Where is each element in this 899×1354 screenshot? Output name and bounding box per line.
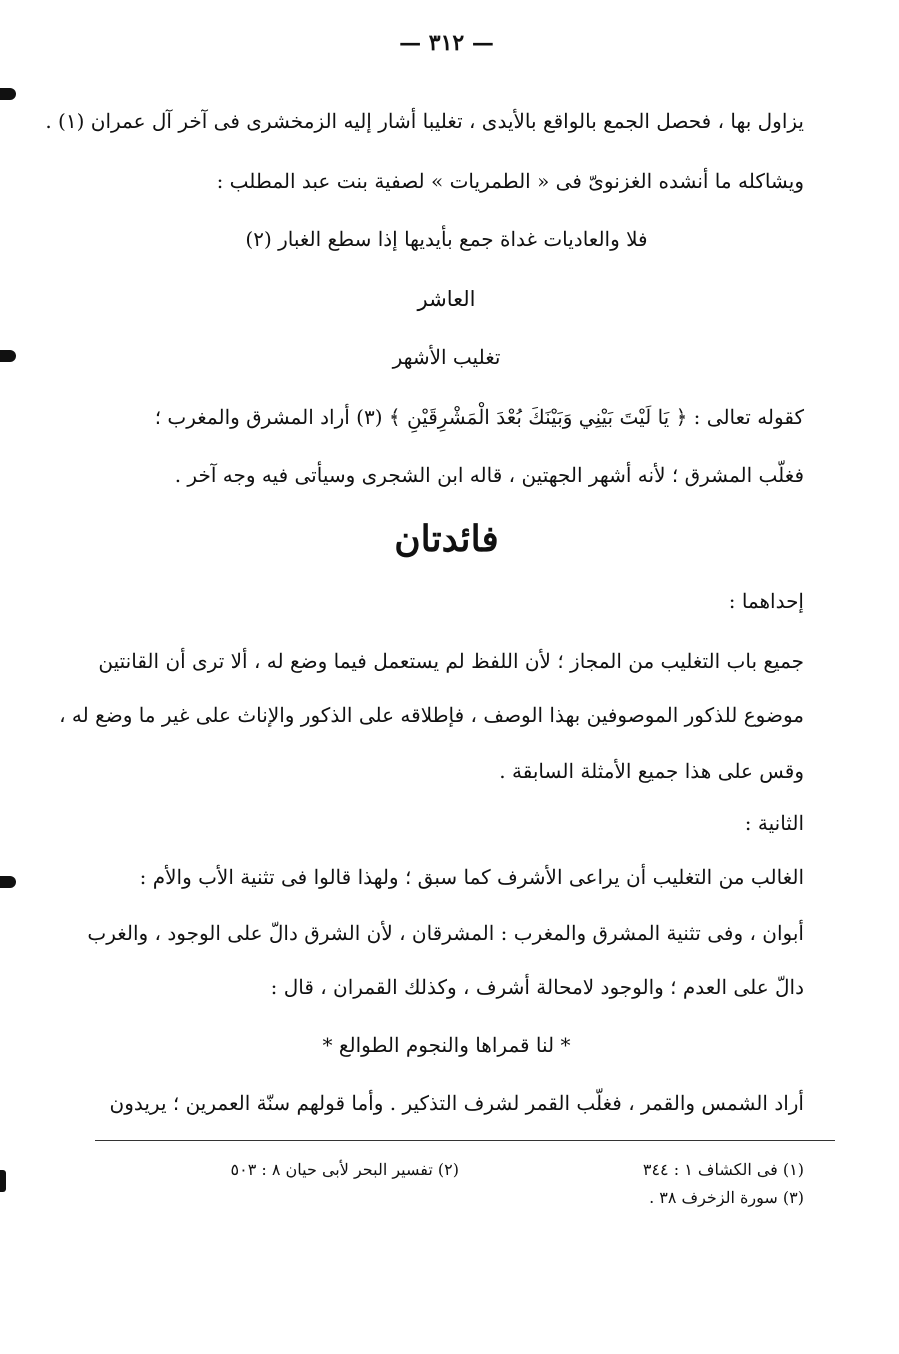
text-line: جميع باب التغليب من المجاز ؛ لأن اللفظ لم يستعمل فيما وضع له ، ألا ترى أن القانتين [98,649,804,673]
text-line: أراد الشمس والقمر ، فغلّب القمر لشرف التذكير . وأما قولهم سنّة العمرين ؛ يريدون [109,1091,804,1115]
scan-edge-mark [0,88,16,100]
verse-line: * لنا قمراها والنجوم الطوالع * [322,1033,571,1057]
section-heading: العاشر [417,287,476,311]
footnote: (١) فى الكشاف ١ : ٣٤٤ [642,1160,804,1179]
text-line: وقس على هذا جميع الأمثلة السابقة . [499,759,804,783]
scan-edge-mark [0,876,16,888]
footnote: (٣) سورة الزخرف ٣٨ . [649,1188,804,1207]
footnote-separator [95,1140,835,1141]
section-subheading: تغليب الأشهر [392,345,501,369]
page-number: — ٣١٢ — [399,30,494,56]
footnote: (٢) تفسير البحر لأبى حيان ٨ : ٥٠٣ [230,1160,459,1179]
chapter-title: فائدتان [394,518,499,560]
text-line: ويشاكله ما أنشده الغزنوىّ فى « الطمريات » لصفية بنت عبد المطلب : [216,169,804,193]
text-line: دالّ على العدم ؛ والوجود لامحالة أشرف ، وكذلك القمران ، قال : [270,975,804,999]
text-line: أبوان ، وفى تثنية المشرق والمغرب : المشرقان ، لأن الشرق دالّ على الوجود ، والغرب [87,921,804,945]
subsection-label: إحداهما : [728,589,804,613]
scan-edge-mark [0,1170,6,1192]
text-line: موضوع للذكور الموصوفين بهذا الوصف ، فإطلاقه على الذكور والإناث على غير ما وضع له ، [59,703,804,727]
text-line: الغالب من التغليب أن يراعى الأشرف كما سبق ؛ ولهذا قالوا فى تثنية الأب والأم : [139,865,804,889]
text-line: كقوله تعالى : ﴿ يَا لَيْتَ بَيْنِي وَبَيْنَكَ بُعْدَ الْمَشْرِقَيْنِ ﴾ (٣) أراد المشرق والمغرب ؛ [154,405,804,429]
subsection-label: الثانية : [744,811,804,835]
text-line: يزاول بها ، فحصل الجمع بالواقع بالأيدى ، تغليبا أشار إليه الزمخشرى فى آخر آل عمران (١) . [45,109,804,133]
verse-line: فلا والعاديات غداة جمع بأيديها إذا سطع الغبار (٢) [245,227,648,251]
text-line: فغلّب المشرق ؛ لأنه أشهر الجهتين ، قاله ابن الشجرى وسيأتى فيه وجه آخر . [174,463,804,487]
scan-edge-mark [0,350,16,362]
